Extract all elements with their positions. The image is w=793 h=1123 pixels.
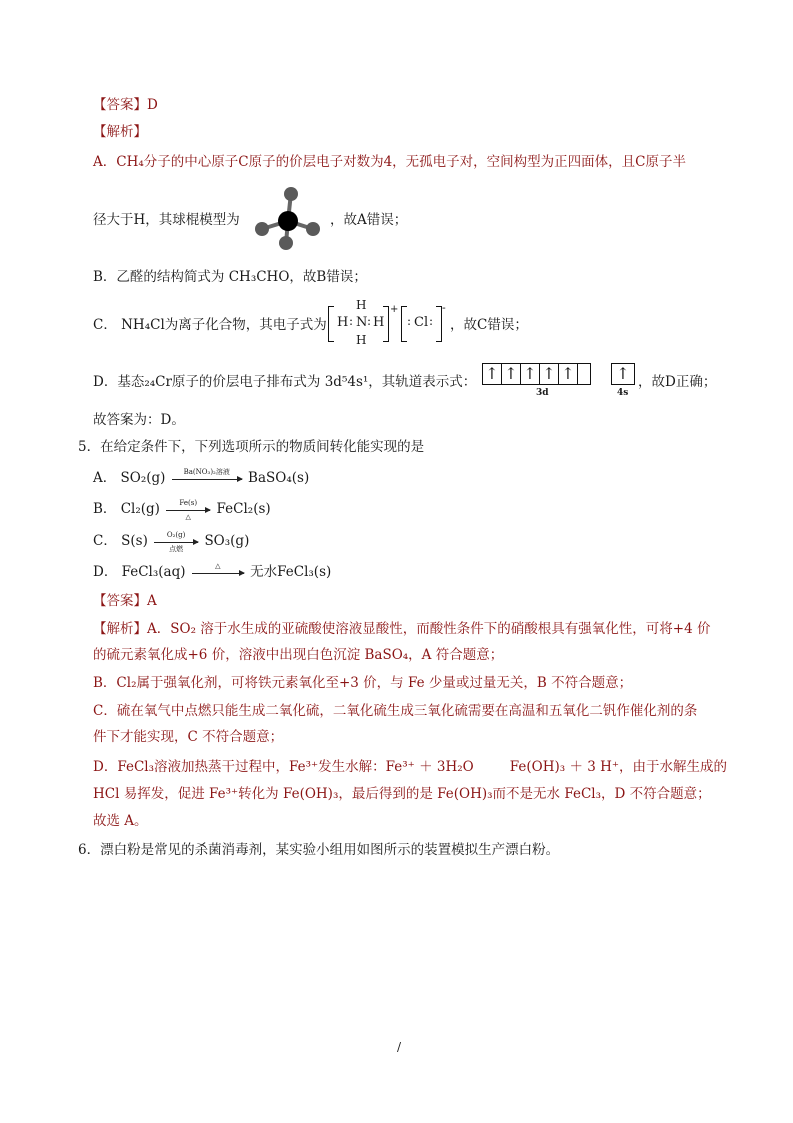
q4-option-c-text: C． NH₄Cl为离子化合物，其电子式为: [93, 317, 327, 333]
answer-tag: 【答案】: [93, 593, 147, 609]
orbital-3d-boxes: [482, 363, 591, 385]
q5-option-a: [93, 468, 309, 488]
arrow-condition-bottom: 点燃: [169, 545, 184, 553]
electron-formula: [328, 298, 448, 348]
product: BaSO₄(s): [248, 470, 310, 486]
explanation-text: Fe(OH)₃ ＋ 3 H⁺，由于水解生成的: [509, 759, 728, 775]
electron-cl: Cl: [414, 315, 429, 330]
answer-value: D: [147, 97, 158, 113]
left-bracket: [328, 306, 334, 342]
q4-option-d-text: D．基态₂₄Cr原子的价层电子排布式为 3d⁵4s¹，其轨道表示式：: [93, 374, 477, 390]
orbital-box: ↑: [521, 364, 540, 384]
q5-explanation-d2: HCl 易挥发，促进 Fe³⁺转化为 Fe(OH)₃，最后得到的是 Fe(OH)₃而不是无水 FeCl₃，D 不符合题意；: [93, 786, 711, 802]
cation-charge: +: [390, 304, 399, 315]
reaction-arrow: [154, 531, 198, 553]
analysis-tag: 【解析】: [93, 621, 147, 637]
analysis-tag: 【解析】: [93, 124, 147, 140]
anion-charge: -: [442, 301, 446, 314]
q4-option-a-text: 径大于H，其球棍模型为: [93, 212, 240, 228]
orbital-box-filler: [578, 364, 591, 384]
arrow-condition: △: [215, 562, 221, 570]
q5-conclusion: 故选 A。: [93, 813, 148, 829]
q5-explanation-d1: [93, 757, 727, 777]
ball-stick-model-figure: [250, 185, 330, 253]
orbital-box: ↑: [483, 364, 502, 384]
q4-option-a-tail: ，故A错误；: [330, 212, 408, 228]
q5-explanation-b: B．Cl₂属于强氧化剂，可将铁元素氧化至+3 价，与 Fe 少量或过量无关，B 不符合题意；: [93, 675, 633, 691]
orbital-box: ↑: [559, 364, 578, 384]
orbital-4s-box: [611, 363, 635, 385]
q6-stem: 6．漂白粉是常见的杀菌消毒剂，某实验小组用如图所示的装置模拟生产漂白粉。: [78, 842, 560, 858]
orbital-box: ↑: [540, 364, 559, 384]
answer-tag: 【答案】: [93, 97, 147, 113]
reaction-arrow: [172, 468, 242, 480]
q5-explanation-a2: 的硫元素氧化成+6 价，溶液中出现白色沉淀 BaSO₄，A 符合题意；: [93, 647, 504, 663]
q4-option-a-line2: [93, 210, 240, 230]
arrow-condition: Ba(NO₃)₂溶液: [183, 468, 230, 476]
right-bracket: [383, 306, 389, 342]
q4-option-b: B．乙醛的结构简式为 CH₃CHO，故B错误；: [93, 269, 367, 285]
orbital-box: ↑: [612, 364, 635, 384]
product: SO₃(g): [204, 533, 250, 549]
page-mark: /: [397, 1040, 402, 1054]
reaction-arrow: [166, 499, 210, 521]
product: 无水FeCl₃(s): [250, 564, 332, 580]
electron-h-right: H: [373, 315, 385, 330]
electron-h-bottom: H: [356, 333, 367, 347]
answer-value: A: [147, 593, 157, 609]
orbital-3d-label: 3d: [536, 388, 549, 398]
electron-n: N: [356, 315, 368, 330]
q4-conclusion: 故答案为：D。: [93, 412, 185, 428]
q5-explanation-a1: [93, 619, 710, 639]
electron-pair: :: [407, 314, 412, 328]
q5-stem: 5．在给定条件下，下列选项所示的物质间转化能实现的是: [78, 439, 425, 455]
q4-option-c-tail: ，故C错误；: [450, 317, 528, 333]
q5-explanation-c2: 件下才能实现，C 不符合题意；: [93, 729, 284, 745]
q5-explanation-c1: C．硫在氧气中点燃只能生成二氧化硫，二氧化硫生成三氧化硫需要在高温和五氧化二钒作催化剂的条: [93, 703, 698, 719]
electron-h-top: H: [356, 298, 367, 312]
q5-answer-line: [93, 591, 157, 611]
electron-pair: :: [429, 314, 434, 328]
arrow-condition-top: O₂(g): [166, 531, 186, 539]
reactant: C． S(s): [93, 533, 148, 549]
orbital-4s-label: 4s: [617, 388, 629, 398]
electron-h-left: H: [337, 315, 349, 330]
q5-option-c: [93, 531, 249, 551]
explanation-text: A．SO₂ 溶于水生成的亚硫酸使溶液显酸性，而酸性条件下的硝酸根具有强氧化性，可将+4 价: [147, 621, 711, 637]
q4-option-d-tail: ，故D正确；: [638, 374, 717, 390]
electron-pair: :: [349, 314, 354, 328]
reactant: B． Cl₂(g): [93, 501, 160, 517]
reaction-arrow: [192, 562, 244, 574]
electron-pair: :: [367, 314, 372, 328]
arrow-condition-top: Fe(s): [179, 499, 198, 507]
orbital-box: ↑: [502, 364, 521, 384]
reactant: D． FeCl₃(aq): [93, 564, 186, 580]
answer-line: [93, 95, 158, 115]
reactant: A． SO₂(g): [93, 470, 166, 486]
q4-option-a-line1: A．CH₄分子的中心原子C原子的价层电子对数为4，无孤电子对，空间构型为正四面体，且C原子半: [93, 154, 687, 170]
q5-option-d: [93, 562, 331, 582]
arrow-condition-bottom: △: [185, 513, 191, 521]
explanation-text: D．FeCl₃溶液加热蒸干过程中，Fe³⁺发生水解：Fe³⁺ ＋ 3H₂O: [93, 759, 474, 775]
q5-option-b: [93, 499, 271, 519]
product: FeCl₂(s): [216, 501, 271, 517]
